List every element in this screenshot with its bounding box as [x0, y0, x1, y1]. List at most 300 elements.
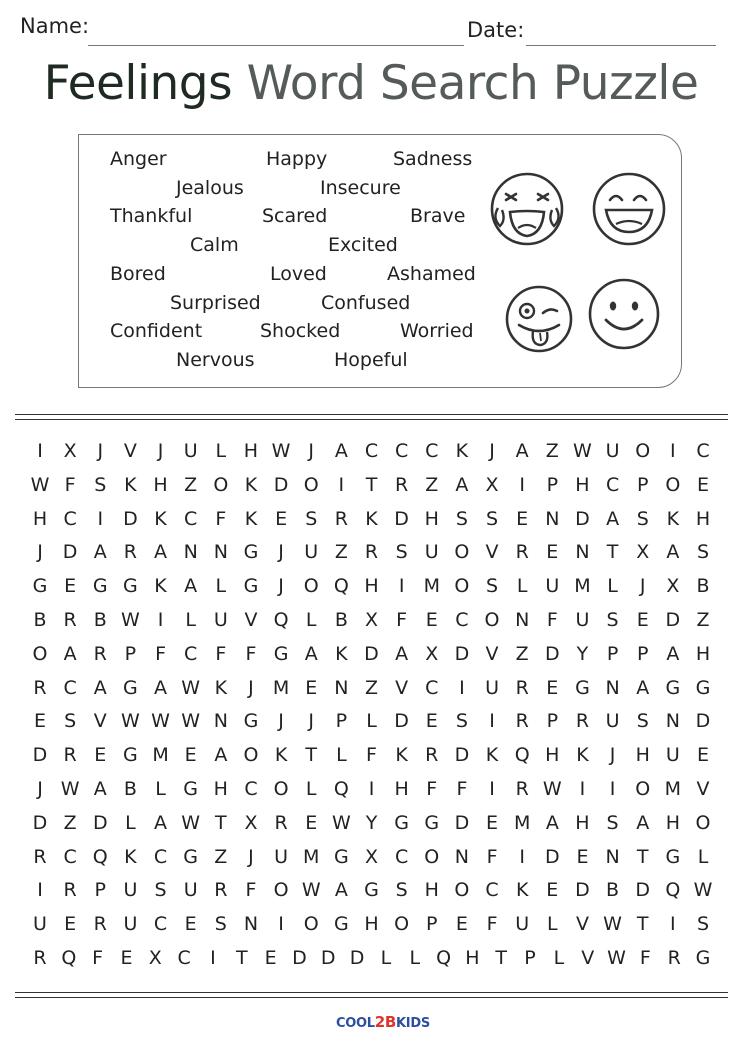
grid-letter[interactable]: K [455, 440, 469, 462]
grid-letter[interactable]: D [394, 710, 409, 733]
grid-letter[interactable]: E [546, 879, 559, 902]
grid-letter[interactable]: H [32, 507, 48, 530]
grid-letter[interactable]: O [454, 879, 470, 902]
grid-letter[interactable]: F [639, 947, 651, 969]
grid-letter[interactable]: P [546, 710, 559, 733]
grid-letter[interactable]: J [278, 541, 284, 564]
grid-letter[interactable]: I [489, 778, 495, 800]
grid-letter[interactable]: F [486, 913, 498, 936]
grid-letter[interactable]: Z [63, 811, 77, 834]
grid-letter[interactable]: W [542, 778, 562, 800]
grid-letter[interactable]: X [364, 609, 379, 631]
grid-letter[interactable]: R [515, 541, 529, 564]
grid-letter[interactable]: I [609, 778, 616, 800]
grid-letter[interactable]: A [154, 811, 168, 834]
grid-letter[interactable]: V [93, 710, 107, 733]
grid-letter[interactable]: F [245, 879, 257, 902]
grid-letter[interactable]: P [426, 913, 438, 936]
grid-letter[interactable]: B [93, 609, 107, 631]
grid-letter[interactable]: E [305, 811, 318, 834]
grid-letter[interactable]: A [304, 642, 318, 665]
grid-letter[interactable]: M [664, 778, 682, 800]
grid-letter[interactable]: V [123, 440, 137, 462]
grid-letter[interactable]: G [665, 845, 681, 868]
grid-letter[interactable]: C [485, 879, 499, 902]
grid-letter[interactable]: G [394, 811, 409, 834]
grid-letter[interactable]: C [605, 473, 620, 496]
grid-letter[interactable]: O [484, 609, 500, 631]
grid-letter[interactable]: P [335, 710, 348, 733]
grid-letter[interactable]: D [544, 845, 560, 868]
grid-letter[interactable]: R [123, 541, 137, 564]
grid-letter[interactable]: L [547, 913, 558, 936]
grid-letter[interactable]: O [213, 473, 229, 496]
grid-letter[interactable]: F [486, 845, 498, 868]
grid-letter[interactable]: N [183, 541, 198, 564]
grid-letter[interactable]: H [665, 811, 680, 834]
grid-letter[interactable]: K [154, 507, 167, 530]
grid-letter[interactable]: F [546, 609, 558, 631]
grid-letter[interactable]: Z [184, 473, 198, 496]
grid-letter[interactable]: D [695, 710, 711, 733]
grid-letter[interactable]: D [454, 811, 470, 834]
grid-letter[interactable]: D [575, 507, 590, 530]
grid-letter[interactable]: J [37, 541, 43, 564]
grid-letter[interactable]: K [244, 507, 258, 530]
grid-letter[interactable]: U [605, 710, 620, 733]
grid-letter[interactable]: Y [576, 642, 589, 665]
grid-letter[interactable]: D [320, 947, 336, 969]
grid-letter[interactable]: G [695, 947, 711, 969]
grid-letter[interactable]: E [425, 710, 438, 733]
grid-letter[interactable]: X [485, 473, 499, 496]
grid-letter[interactable]: C [394, 845, 409, 868]
grid-letter[interactable]: I [670, 913, 676, 936]
grid-letter[interactable]: K [124, 473, 137, 496]
grid-letter[interactable]: J [308, 710, 315, 733]
grid-letter[interactable]: F [215, 642, 227, 665]
grid-letter[interactable]: D [92, 811, 108, 834]
grid-letter[interactable]: C [364, 440, 379, 462]
grid-letter[interactable]: H [575, 811, 590, 834]
grid-letter[interactable]: D [575, 879, 590, 902]
grid-letter[interactable]: A [666, 541, 680, 564]
grid-letter[interactable]: A [93, 541, 107, 564]
grid-letter[interactable]: I [278, 913, 284, 936]
grid-letter[interactable]: O [303, 913, 319, 936]
grid-letter[interactable]: J [308, 440, 315, 462]
grid-letter[interactable]: U [123, 879, 138, 902]
grid-letter[interactable]: J [278, 710, 284, 733]
grid-letter[interactable]: N [243, 913, 259, 936]
grid-letter[interactable]: F [215, 507, 227, 530]
grid-letter[interactable]: S [395, 879, 408, 902]
grid-letter[interactable]: U [304, 541, 319, 564]
grid-letter[interactable]: A [606, 507, 620, 530]
grid-letter[interactable]: Z [515, 642, 529, 665]
grid-letter[interactable]: A [636, 811, 650, 834]
grid-letter[interactable]: E [64, 575, 77, 598]
grid-letter[interactable]: O [635, 778, 651, 800]
grid-letter[interactable]: B [33, 609, 47, 631]
grid-letter[interactable]: I [489, 710, 495, 733]
grid-letter[interactable]: J [157, 440, 164, 462]
grid-letter[interactable]: L [380, 947, 392, 969]
grid-letter[interactable]: W [271, 440, 291, 462]
grid-letter[interactable]: G [333, 913, 349, 936]
grid-letter[interactable]: A [636, 676, 650, 699]
grid-letter[interactable]: L [155, 778, 166, 800]
grid-letter[interactable]: W [181, 811, 201, 834]
grid-letter[interactable]: Q [333, 778, 349, 800]
grid-letter[interactable]: C [177, 947, 191, 969]
grid-letter[interactable]: O [665, 473, 681, 496]
grid-letter[interactable]: U [515, 913, 530, 936]
grid-letter[interactable]: G [665, 676, 681, 699]
grid-letter[interactable]: X [425, 642, 439, 665]
grid-letter[interactable]: S [154, 879, 167, 902]
grid-letter[interactable]: S [64, 710, 77, 733]
grid-letter[interactable]: I [338, 473, 345, 496]
grid-letter[interactable]: N [605, 676, 620, 699]
grid-letter[interactable]: I [519, 845, 525, 868]
grid-letter[interactable]: A [184, 575, 198, 598]
grid-letter[interactable]: G [32, 575, 48, 598]
grid-letter[interactable]: K [515, 879, 529, 902]
grid-letter[interactable]: S [606, 609, 619, 631]
grid-letter[interactable]: H [695, 642, 711, 665]
grid-letter[interactable]: H [243, 440, 259, 462]
grid-letter[interactable]: O [454, 541, 470, 564]
grid-letter[interactable]: X [244, 811, 258, 834]
grid-letter[interactable]: E [696, 744, 709, 767]
grid-letter[interactable]: J [37, 778, 43, 800]
grid-letter[interactable]: Y [365, 811, 378, 834]
grid-letter[interactable]: N [213, 710, 228, 733]
grid-letter[interactable]: N [545, 507, 560, 530]
grid-letter[interactable]: U [123, 913, 138, 936]
grid-letter[interactable]: K [124, 845, 137, 868]
grid-letter[interactable]: E [64, 913, 77, 936]
grid-letter[interactable]: E [120, 947, 133, 969]
grid-letter[interactable]: T [606, 541, 619, 564]
grid-letter[interactable]: O [394, 913, 410, 936]
grid-letter[interactable]: U [485, 676, 499, 699]
grid-letter[interactable]: J [609, 744, 616, 767]
grid-letter[interactable]: Q [436, 947, 452, 969]
grid-letter[interactable]: I [368, 778, 375, 800]
grid-letter[interactable]: U [424, 541, 439, 564]
grid-letter[interactable]: C [696, 440, 710, 462]
grid-letter[interactable]: I [579, 778, 586, 800]
grid-letter[interactable]: D [364, 642, 379, 665]
grid-letter[interactable]: K [365, 507, 378, 530]
grid-letter[interactable]: G [183, 778, 199, 800]
grid-letter[interactable]: W [30, 473, 50, 496]
grid-letter[interactable]: D [32, 811, 48, 834]
grid-letter[interactable]: E [94, 744, 107, 767]
grid-letter[interactable]: A [63, 642, 77, 665]
grid-letter[interactable]: G [364, 879, 379, 902]
grid-letter[interactable]: N [665, 710, 680, 733]
grid-letter[interactable]: E [696, 473, 709, 496]
grid-letter[interactable]: R [63, 744, 77, 767]
grid-letter[interactable]: F [92, 947, 104, 969]
grid-letter[interactable]: D [454, 642, 470, 665]
grid-letter[interactable]: D [273, 473, 289, 496]
grid-letter[interactable]: G [333, 845, 349, 868]
grid-letter[interactable]: H [394, 778, 409, 800]
grid-letter[interactable]: X [666, 575, 680, 598]
grid-letter[interactable]: K [274, 744, 288, 767]
grid-letter[interactable]: G [273, 642, 289, 665]
grid-letter[interactable]: I [519, 473, 525, 496]
grid-letter[interactable]: I [157, 609, 164, 631]
grid-letter[interactable]: I [37, 440, 43, 462]
grid-letter[interactable]: P [606, 642, 619, 665]
grid-letter[interactable]: S [606, 811, 619, 834]
grid-letter[interactable]: D [544, 642, 560, 665]
grid-letter[interactable]: X [364, 845, 379, 868]
grid-letter[interactable]: W [60, 778, 80, 800]
grid-letter[interactable]: I [398, 575, 405, 598]
grid-letter[interactable]: T [305, 744, 318, 767]
grid-letter[interactable]: Q [514, 744, 530, 767]
grid-letter[interactable]: E [546, 541, 559, 564]
grid-letter[interactable]: E [576, 845, 589, 868]
grid-letter[interactable]: Z [334, 541, 348, 564]
grid-letter[interactable]: K [666, 507, 680, 530]
grid-letter[interactable]: C [153, 845, 168, 868]
grid-letter[interactable]: A [545, 811, 559, 834]
grid-letter[interactable]: X [636, 541, 650, 564]
grid-letter[interactable]: T [235, 947, 248, 969]
grid-letter[interactable]: L [607, 575, 618, 598]
grid-letter[interactable]: N [575, 541, 590, 564]
grid-letter[interactable]: G [123, 676, 138, 699]
grid-letter[interactable]: U [605, 440, 620, 462]
grid-letter[interactable]: F [155, 642, 166, 665]
grid-letter[interactable]: M [513, 811, 531, 834]
grid-letter[interactable]: S [395, 541, 408, 564]
grid-letter[interactable]: R [93, 913, 107, 936]
grid-letter[interactable]: G [123, 744, 138, 767]
grid-letter[interactable]: J [248, 676, 254, 699]
grid-letter[interactable]: Z [696, 609, 710, 631]
grid-letter[interactable]: G [183, 845, 199, 868]
grid-letter[interactable]: V [575, 913, 589, 936]
grid-letter[interactable]: U [183, 879, 198, 902]
grid-letter[interactable]: D [62, 541, 78, 564]
grid-letter[interactable]: V [485, 541, 499, 564]
date-line[interactable] [526, 45, 716, 46]
grid-letter[interactable]: H [545, 744, 560, 767]
grid-letter[interactable]: R [33, 947, 47, 969]
grid-letter[interactable]: G [243, 575, 259, 598]
grid-letter[interactable]: L [697, 845, 709, 868]
grid-letter[interactable]: E [455, 913, 468, 936]
grid-letter[interactable]: E [546, 676, 559, 699]
grid-letter[interactable]: D [394, 507, 409, 530]
grid-letter[interactable]: L [553, 947, 565, 969]
grid-letter[interactable]: O [695, 811, 711, 834]
grid-letter[interactable]: M [574, 575, 591, 598]
grid-letter[interactable]: P [636, 642, 649, 665]
grid-letter[interactable]: I [210, 947, 216, 969]
grid-letter[interactable]: L [215, 440, 227, 462]
grid-letter[interactable]: C [184, 642, 198, 665]
grid-letter[interactable]: H [153, 473, 168, 496]
grid-letter[interactable]: F [64, 473, 76, 496]
grid-letter[interactable]: A [93, 676, 107, 699]
grid-letter[interactable]: A [515, 440, 529, 462]
grid-letter[interactable]: O [635, 440, 651, 462]
grid-letter[interactable]: D [454, 744, 470, 767]
grid-letter[interactable]: S [455, 507, 468, 530]
grid-letter[interactable]: Q [92, 845, 108, 868]
grid-letter[interactable]: N [454, 845, 470, 868]
grid-letter[interactable]: C [184, 507, 198, 530]
grid-letter[interactable]: P [636, 473, 649, 496]
grid-letter[interactable]: E [33, 710, 46, 733]
grid-letter[interactable]: E [516, 507, 529, 530]
grid-letter[interactable]: U [274, 845, 289, 868]
grid-letter[interactable]: A [154, 676, 168, 699]
grid-letter[interactable]: J [97, 440, 104, 462]
grid-letter[interactable]: H [364, 913, 379, 936]
grid-letter[interactable]: C [455, 609, 469, 631]
grid-letter[interactable]: S [455, 710, 468, 733]
grid-letter[interactable]: T [636, 845, 649, 868]
grid-letter[interactable]: R [63, 609, 77, 631]
grid-letter[interactable]: O [273, 778, 289, 800]
grid-letter[interactable]: W [693, 879, 713, 902]
grid-letter[interactable]: R [667, 947, 681, 969]
grid-letter[interactable]: J [489, 440, 495, 462]
grid-letter[interactable]: C [63, 507, 77, 530]
grid-letter[interactable]: C [425, 440, 439, 462]
grid-letter[interactable]: O [454, 575, 470, 598]
grid-letter[interactable]: U [33, 913, 47, 936]
grid-letter[interactable]: X [63, 440, 77, 462]
grid-letter[interactable]: I [37, 879, 43, 902]
grid-letter[interactable]: N [334, 676, 349, 699]
grid-letter[interactable]: C [394, 440, 409, 462]
grid-letter[interactable]: W [331, 811, 351, 834]
grid-letter[interactable]: U [213, 609, 228, 631]
grid-letter[interactable]: Z [214, 845, 228, 868]
grid-letter[interactable]: K [576, 744, 589, 767]
grid-letter[interactable]: A [666, 642, 680, 665]
grid-letter[interactable]: I [97, 507, 104, 530]
grid-letter[interactable]: E [425, 609, 438, 631]
grid-letter[interactable]: L [409, 947, 421, 969]
grid-letter[interactable]: G [243, 710, 259, 733]
grid-letter[interactable]: L [336, 744, 347, 767]
grid-letter[interactable]: S [696, 541, 710, 564]
grid-letter[interactable]: E [275, 507, 288, 530]
grid-letter[interactable]: S [94, 473, 107, 496]
grid-letter[interactable]: W [151, 710, 170, 733]
grid-letter[interactable]: F [456, 778, 468, 800]
grid-letter[interactable]: S [486, 507, 499, 530]
grid-letter[interactable]: H [364, 575, 379, 598]
grid-letter[interactable]: O [273, 879, 289, 902]
grid-letter[interactable]: M [303, 845, 320, 868]
grid-letter[interactable]: E [486, 811, 499, 834]
grid-letter[interactable]: W [181, 710, 201, 733]
grid-letter[interactable]: N [515, 609, 530, 631]
grid-letter[interactable]: R [334, 507, 348, 530]
grid-letter[interactable]: K [485, 744, 499, 767]
grid-letter[interactable]: S [486, 575, 499, 598]
grid-letter[interactable]: R [274, 811, 288, 834]
grid-letter[interactable]: J [248, 845, 254, 868]
grid-letter[interactable]: V [581, 947, 595, 969]
grid-letter[interactable]: F [366, 744, 377, 767]
grid-letter[interactable]: H [213, 778, 228, 800]
grid-letter[interactable]: W [607, 947, 626, 969]
grid-letter[interactable]: K [335, 642, 348, 665]
grid-letter[interactable]: L [366, 710, 377, 733]
grid-letter[interactable]: X [148, 947, 162, 969]
grid-letter[interactable]: Z [364, 676, 379, 699]
grid-letter[interactable]: V [244, 609, 258, 631]
grid-letter[interactable]: C [244, 778, 258, 800]
grid-letter[interactable]: A [93, 778, 107, 800]
grid-letter[interactable]: M [272, 676, 290, 699]
grid-letter[interactable]: H [424, 507, 439, 530]
grid-letter[interactable]: K [214, 676, 228, 699]
grid-letter[interactable]: R [515, 676, 529, 699]
grid-letter[interactable]: U [575, 609, 590, 631]
grid-letter[interactable]: L [125, 811, 136, 834]
grid-letter[interactable]: W [301, 879, 321, 902]
grid-letter[interactable]: R [93, 642, 107, 665]
grid-letter[interactable]: O [303, 473, 319, 496]
grid-letter[interactable]: H [575, 473, 590, 496]
grid-letter[interactable]: L [215, 575, 227, 598]
grid-letter[interactable]: B [123, 778, 137, 800]
grid-letter[interactable]: Z [545, 440, 559, 462]
grid-letter[interactable]: W [573, 440, 592, 462]
grid-letter[interactable]: L [516, 575, 528, 598]
grid-letter[interactable]: A [154, 541, 168, 564]
grid-letter[interactable]: G [575, 676, 590, 699]
grid-letter[interactable]: V [395, 676, 409, 699]
grid-letter[interactable]: T [215, 811, 227, 834]
grid-letter[interactable]: R [425, 744, 439, 767]
grid-letter[interactable]: A [455, 473, 469, 496]
grid-letter[interactable]: M [423, 575, 440, 598]
grid-letter[interactable]: H [465, 947, 480, 969]
grid-letter[interactable]: W [603, 913, 622, 936]
grid-letter[interactable]: Q [333, 575, 349, 598]
grid-letter[interactable]: Z [425, 473, 439, 496]
grid-letter[interactable]: O [32, 642, 48, 665]
grid-letter[interactable]: V [696, 778, 710, 800]
grid-letter[interactable]: D [123, 507, 138, 530]
grid-letter[interactable]: R [33, 676, 47, 699]
grid-letter[interactable]: J [278, 575, 284, 598]
grid-letter[interactable]: A [214, 744, 228, 767]
grid-letter[interactable]: C [63, 845, 77, 868]
grid-letter[interactable]: E [264, 947, 277, 969]
grid-letter[interactable]: L [185, 609, 196, 631]
grid-letter[interactable]: P [124, 642, 137, 665]
grid-letter[interactable]: A [334, 879, 348, 902]
grid-letter[interactable]: R [515, 710, 529, 733]
